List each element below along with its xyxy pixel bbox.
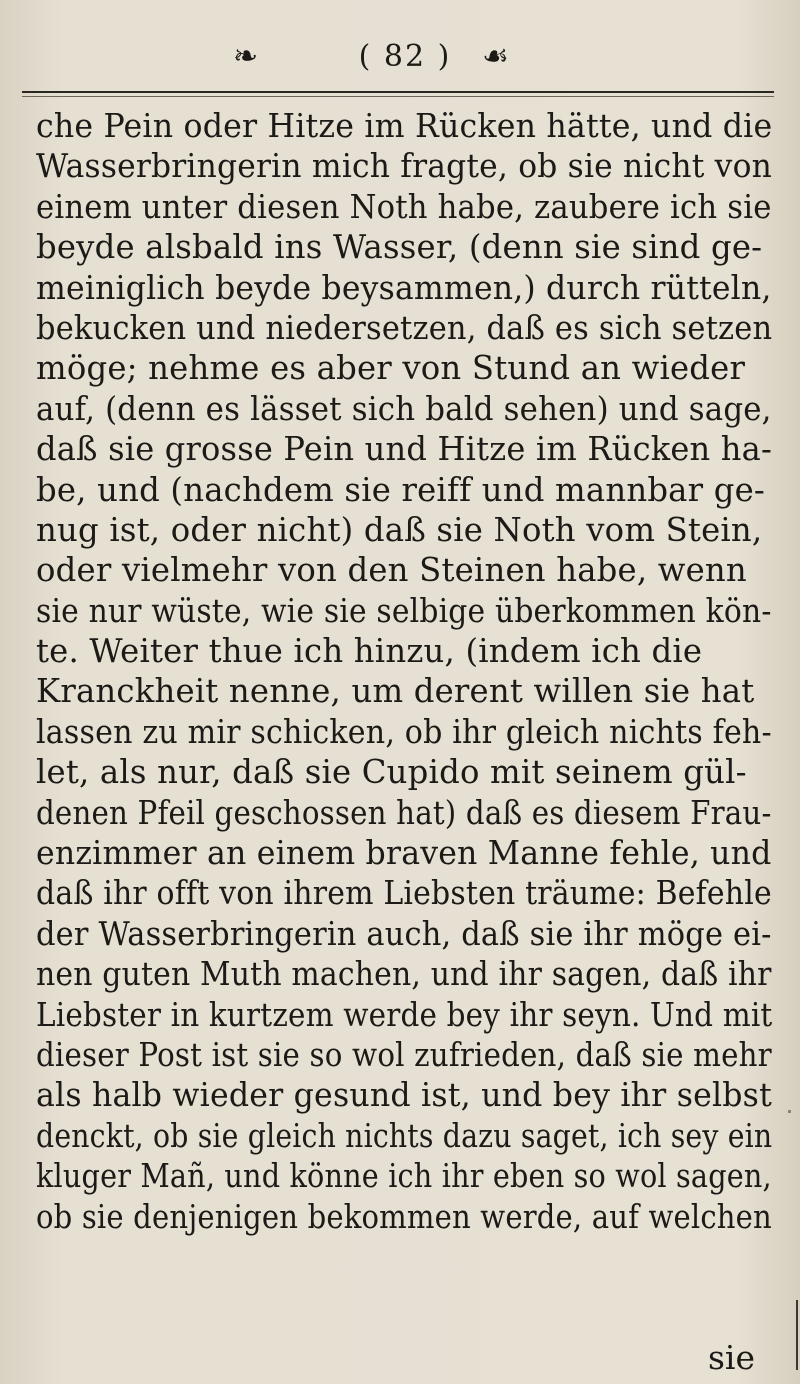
text-line: denen Pfeil geschossen hat) daß es diesem Frau- (36, 792, 772, 832)
margin-mark (796, 1300, 798, 1370)
text-line: nug ist, oder nicht) daß sie Noth vom Stein, (36, 509, 763, 549)
text-line: Kranckheit nenne, um derent willen sie hat (36, 671, 755, 711)
margin-mark (788, 1110, 791, 1113)
text-line: als halb wieder gesund ist, und bey ihr selbst (36, 1075, 772, 1115)
text-line: be, und (nachdem sie reiff und mannbar ge- (36, 469, 766, 509)
text-line: che Pein oder Hitze im Rücken hätte, und die (36, 106, 773, 145)
catchword: sie (708, 1338, 756, 1377)
text-line: kluger Mañ, und könne ich ihr eben so wol sagen, (36, 1156, 772, 1196)
text-line: Liebster in kurtzem werde bey ihr seyn. Und mit (36, 994, 773, 1034)
text-line: Wasserbringerin mich fragte, ob sie nicht von (36, 146, 773, 186)
text-line: einem unter diesen Noth habe, zaubere ich sie (36, 186, 772, 226)
text-line: bekucken und niedersetzen, daß es sich setzen (36, 307, 773, 347)
text-line: te. Weiter thue ich hinzu, (indem ich die (36, 631, 703, 671)
text-line: denckt, ob sie gleich nichts dazu saget, ich sey ein (36, 1115, 773, 1155)
text-line: lassen zu mir schicken, ob ihr gleich nichts feh- (36, 711, 772, 751)
body-text (36, 106, 788, 1237)
text-line: ob sie denjenigen bekommen werde, auf welchen (36, 1196, 772, 1236)
text-line: auf, (denn es lässet sich bald sehen) und sage, (36, 388, 772, 428)
left-ornament-icon: ❧ (233, 39, 259, 74)
header-rule-thin (22, 96, 774, 97)
text-line: der Wasserbringerin auch, daß sie ihr möge ei- (36, 913, 772, 953)
text-line: meiniglich beyde beysammen,) durch rütteln, (36, 267, 772, 307)
text-line: möge; nehme es aber von Stund an wieder (36, 348, 746, 388)
text-line: sie nur wüste, wie sie selbige überkommen kön- (36, 590, 772, 630)
page-number: ( 82 ) (358, 39, 452, 74)
text-line: daß sie grosse Pein und Hitze im Rücken ha- (36, 429, 773, 469)
text-line: daß ihr offt von ihrem Liebsten träume: Befehle (36, 873, 772, 913)
header-rule (22, 91, 774, 93)
text-line: dieser Post ist sie so wol zufrieden, daß sie mehr (36, 1034, 772, 1074)
running-header (0, 30, 800, 90)
text-line: oder vielmehr von den Steinen habe, wenn (36, 550, 747, 590)
text-line: enzimmer an einem braven Manne fehle, und (36, 833, 772, 873)
right-ornament-icon: ☙ (482, 39, 509, 74)
text-line: let, als nur, daß sie Cupido mit seinem gül- (36, 752, 747, 792)
text-line: beyde alsbald ins Wasser, (denn sie sind ge- (36, 227, 763, 267)
text-line: nen guten Muth machen, und ihr sagen, daß ihr (36, 954, 772, 994)
